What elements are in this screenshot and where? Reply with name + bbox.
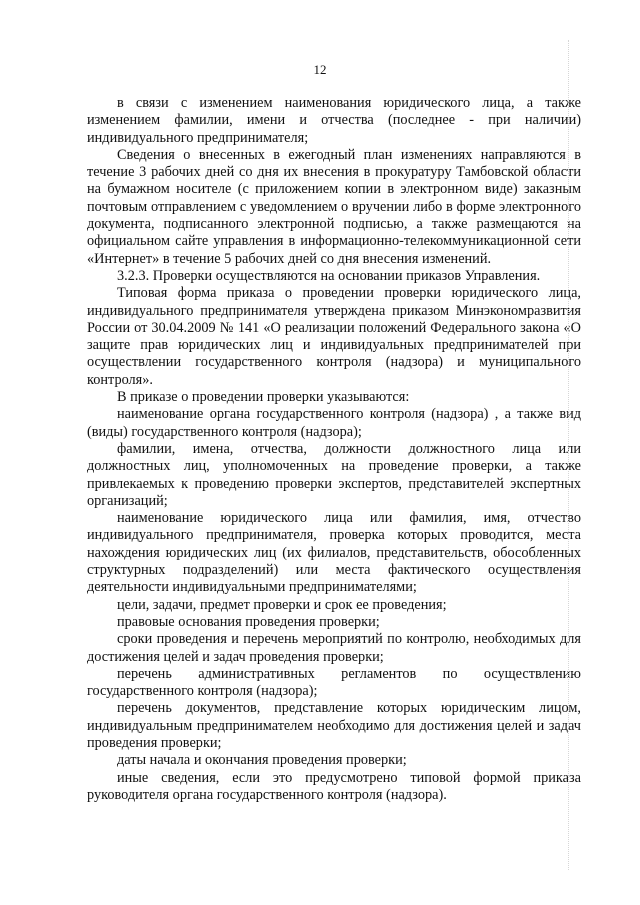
paragraph-3: 3.2.3. Проверки осуществляются на основании приказов Управления. — [117, 267, 541, 284]
paragraph-10: правовые основания проведения проверки; — [117, 613, 380, 630]
paragraph-9: цели, задачи, предмет проверки и срок ее проведения; — [117, 596, 447, 613]
paragraph-8: наименование юридического лица или фамилия, имя, отчество индивидуального предпринимателя, проверка которых проводится, места нахождения юридических лиц (их филиалов, представительств, обособленных структурных подразделений) или места фактического осуществления деятельности индивидуальными предпринимателями; — [87, 510, 581, 596]
paragraph-5: В приказе о проведении проверки указываются: — [117, 389, 410, 406]
paragraph-4: Типовая форма приказа о проведении проверки юридического лица, индивидуального предпринимателя утверждена приказом Минэкономразвития России от 30.04.2009 № 141 «О реализации положений Федерального закона «О защите прав юридических лиц и индивидуальных предпринимателей при осуществлении государственного контроля (надзора) и муниципального контроля». — [87, 285, 581, 388]
paragraph-15: иные сведения, если это предусмотрено типовой формой приказа руководителя органа государственного контроля (надзора). — [87, 769, 581, 803]
paragraph-2: Сведения о внесенных в ежегодный план изменениях направляются в течение 3 рабочих дней со дня их внесения в прокуратуру Тамбовской области на бумажном носителе (с приложением копии в электронном виде) заказным почтовым отправлением с уведомлением о вручении либо в форме электронного документа, подписанного электронной подписью, а также размещаются на официальном сайте управления в информационно-телекоммуникационной сети «Интернет» в течение 5 рабочих дней со дня внесения изменений. — [87, 146, 581, 267]
paragraph-6: наименование органа государственного контроля (надзора) , а также вид (виды) государственного контроля (надзора); — [87, 406, 581, 440]
document-body — [87, 95, 581, 804]
paragraph-14: даты начала и окончания проведения проверки; — [117, 752, 407, 769]
paragraph-1: в связи с изменением наименования юридического лица, а также изменением фамилии, имени и отчества (последнее - при наличии) индивидуального предпринимателя; — [87, 95, 581, 146]
paragraph-13: перечень документов, представление которых юридическим лицом, индивидуальным предпринимателем необходимо для достижения целей и задач проведения проверки; — [87, 700, 581, 751]
scan-edge-marks — [568, 40, 571, 870]
paragraph-12: перечень административных регламентов по осуществлению государственного контроля (надзора); — [87, 665, 581, 700]
page-number: 12 — [313, 62, 327, 77]
paragraph-7: фамилии, имена, отчества, должности должностного лица или должностных лиц, уполномоченных на проведение проверки, а также привлекаемых к проведению проверки экспертов, представителей экспертных организаций; — [87, 440, 581, 509]
paragraph-11: сроки проведения и перечень мероприятий по контролю, необходимых для достижения целей и задач проведения проверки; — [87, 631, 581, 665]
